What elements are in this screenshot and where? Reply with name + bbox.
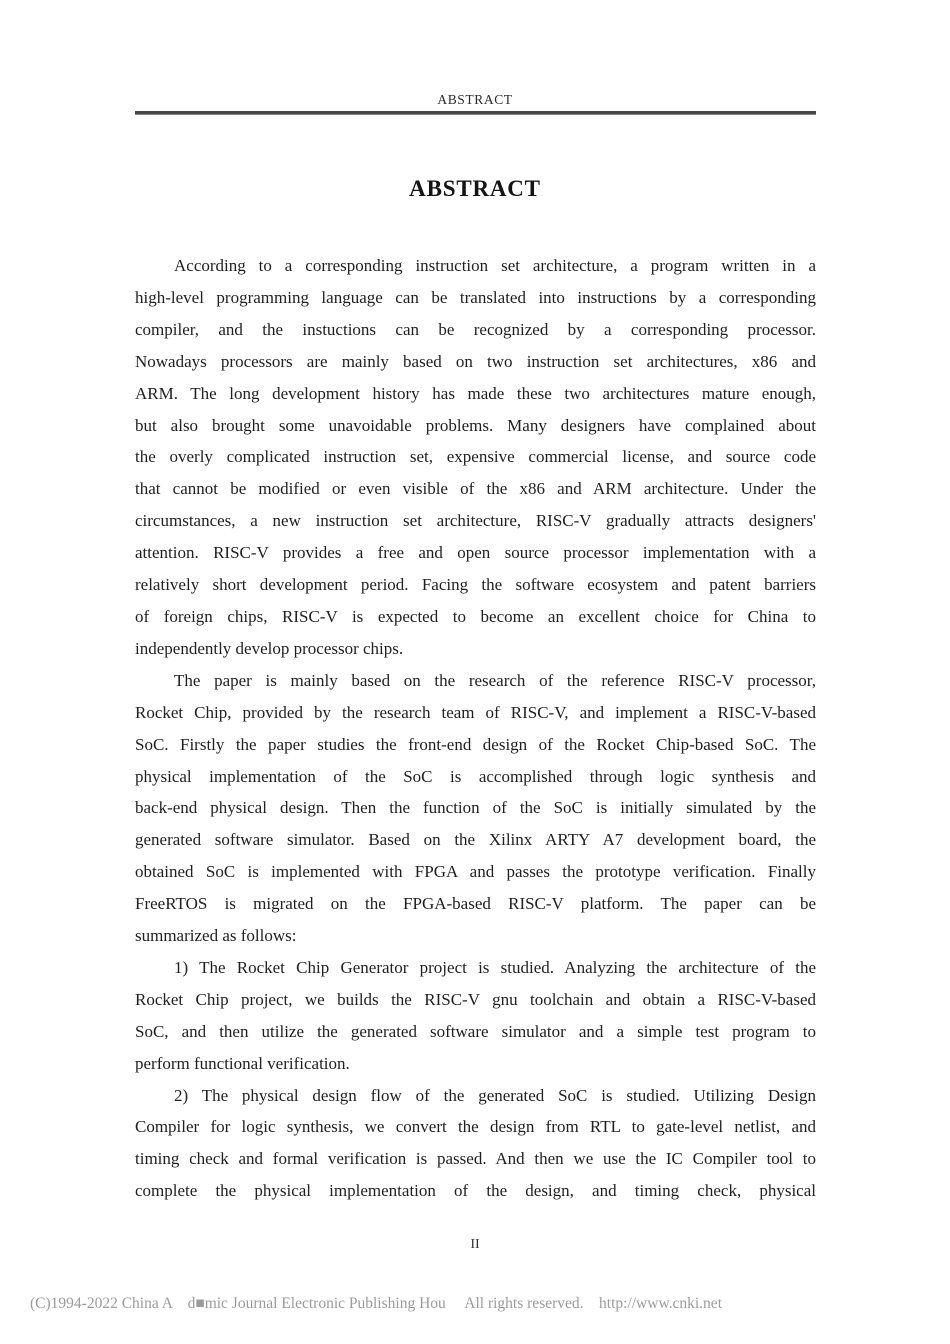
cnki-copyright-footer: (C)1994-2022 China A d■mic Journal Electronic Publishing Hou All rights reserved. http://www.cnki.net [30, 1295, 722, 1312]
text-line: 2) The physical design flow of the generated SoC is studied. Utilizing Design [174, 1085, 816, 1105]
text-line: The paper is mainly based on the research of the reference RISC-V processor, [174, 670, 816, 690]
text-line: Nowadays processors are mainly based on two instruction set architectures, x86 and [135, 351, 816, 371]
text-line: compiler, and the instuctions can be recognized by a corresponding processor. [135, 319, 816, 339]
text-line: SoC. Firstly the paper studies the front-end design of the Rocket Chip-based SoC. The [135, 734, 816, 754]
text-line: generated software simulator. Based on the Xilinx ARTY A7 development board, the [135, 830, 816, 850]
text-line: back-end physical design. Then the function of the SoC is initially simulated by the [135, 798, 816, 818]
text-line: that cannot be modified or even visible of the x86 and ARM architecture. Under the [135, 479, 816, 499]
text-line: timing check and formal verification is passed. And then we use the IC Compiler tool to [135, 1149, 816, 1169]
text-line: obtained SoC is implemented with FPGA and passes the prototype verification. Finally [135, 862, 816, 882]
text-line: circumstances, a new instruction set architecture, RISC-V gradually attracts designers' [135, 511, 816, 531]
page-number: II [470, 1237, 480, 1252]
text-line: FreeRTOS is migrated on the FPGA-based RISC-V platform. The paper can be [135, 894, 816, 914]
text-line: physical implementation of the SoC is accomplished through logic synthesis and [135, 766, 816, 786]
text-line: ARM. The long development history has made these two architectures mature enough, [135, 383, 816, 403]
text-line: relatively short development period. Facing the software ecosystem and patent barriers [135, 575, 816, 595]
text-line: of foreign chips, RISC-V is expected to become an excellent choice for China to [135, 606, 816, 626]
text-line: the overly complicated instruction set, expensive commercial license, and source code [135, 447, 816, 467]
page-title: ABSTRACT [409, 176, 541, 201]
running-header: ABSTRACT [437, 92, 513, 107]
text-line: complete the physical implementation of the design, and timing check, physical [135, 1181, 816, 1201]
text-line: SoC, and then utilize the generated software simulator and a simple test program to [135, 1021, 816, 1041]
text-line: Rocket Chip project, we builds the RISC-V gnu toolchain and obtain a RISC-V-based [135, 989, 816, 1009]
text-line: Rocket Chip, provided by the research team of RISC-V, and implement a RISC-V-based [135, 702, 816, 722]
abstract-body [135, 250, 816, 1207]
text-line: high-level programming language can be translated into instructions by a corresponding [135, 287, 816, 307]
text-line: but also brought some unavoidable problems. Many designers have complained about [135, 415, 816, 435]
text-line: According to a corresponding instruction set architecture, a program written in a [174, 256, 816, 275]
text-line: independently develop processor chips. [135, 638, 404, 658]
text-line: perform functional verification. [135, 1053, 350, 1073]
header-rule [135, 111, 816, 115]
text-line: Compiler for logic synthesis, we convert the design from RTL to gate-level netlist, and [135, 1117, 816, 1137]
text-line: attention. RISC-V provides a free and open source processor implementation with a [135, 543, 816, 563]
text-line: 1) The Rocket Chip Generator project is studied. Analyzing the architecture of the [174, 957, 816, 977]
text-line: summarized as follows: [135, 926, 297, 946]
